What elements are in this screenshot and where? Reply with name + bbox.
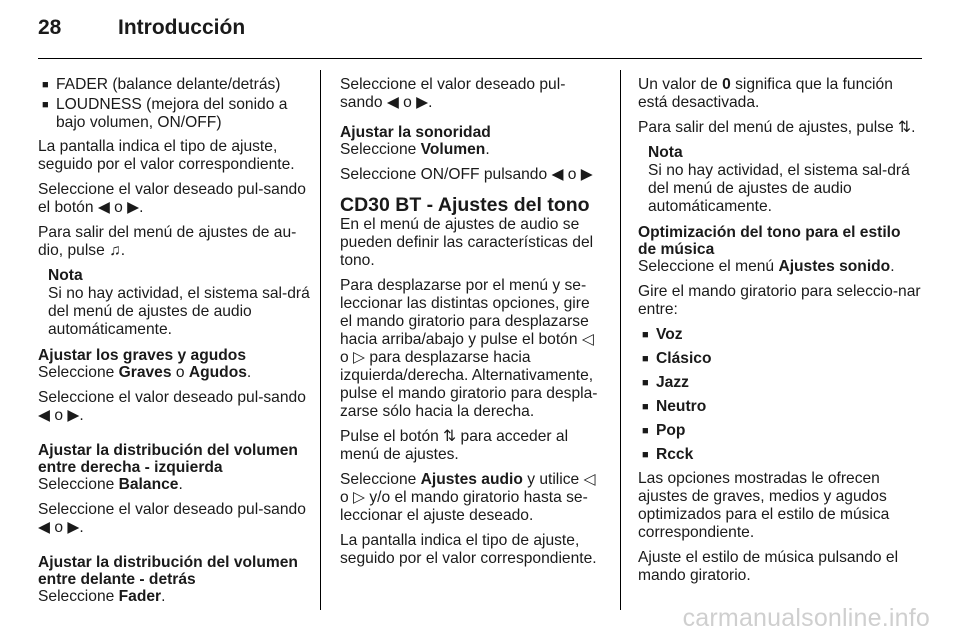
section-heading: CD30 BT - Ajustes del tono [340, 194, 590, 216]
paragraph: Seleccione ON/OFF pulsando ◀ o ▶ [340, 166, 593, 183]
paragraph: Pulse el botón ⇅ para acceder al menú de ajustes. [340, 428, 569, 463]
subheading: Ajustar los graves y agudos [38, 347, 246, 364]
paragraph: Para salir del menú de ajustes de au-dio, pulse ♫. [38, 224, 297, 259]
paragraph: Seleccione el valor deseado pul-sando el botón ◀ o ▶. [38, 181, 306, 216]
note-title: Nota [48, 267, 83, 284]
note-text: Si no hay actividad, el sistema sal-drá del menú de ajustes de audio automáticamente. [48, 285, 310, 338]
header-rule [38, 58, 922, 59]
paragraph: Un valor de 0 significa que la función está desactivada. [638, 76, 893, 111]
option-item: ■ Voz [638, 326, 922, 344]
paragraph: Ajuste el estilo de música pulsando el mando giratorio. [638, 549, 899, 584]
subheading: Ajustar la distribución del volumen entre delante - detrás [38, 554, 298, 588]
paragraph: La pantalla indica el tipo de ajuste, seguido por el valor correspondiente. [340, 532, 597, 567]
paragraph: Para salir del menú de ajustes, pulse ⇅. [638, 119, 916, 136]
column-divider-1 [320, 70, 321, 610]
subheading: Ajustar la distribución del volumen entre derecha - izquierda [38, 442, 298, 476]
bullet-marker: ■ [42, 79, 49, 91]
column-3 [638, 76, 922, 592]
bullet-marker: ■ [642, 425, 649, 437]
bullet-item: ■ FADER (balance delante/detrás) [38, 76, 310, 94]
paragraph: En el menú de ajustes de audio se pueden definir las características del tono. [340, 216, 594, 269]
paragraph: Seleccione Balance. [38, 476, 183, 493]
paragraph: Seleccione el valor deseado pul-sando ◀ o ▶. [340, 76, 566, 111]
bullet-item: ■ LOUDNESS (mejora del sonido a bajo volumen, ON/OFF) [38, 96, 310, 132]
bullet-marker: ■ [642, 353, 649, 365]
page-header [38, 16, 245, 50]
column-divider-2 [620, 70, 621, 610]
column-2 [340, 76, 606, 575]
paragraph: La pantalla indica el tipo de ajuste, seguido por el valor correspondiente. [38, 138, 295, 173]
paragraph: Seleccione Ajustes audio y utilice ◁ o ▷ y/o el mando giratorio hasta se-leccionar el ajuste deseado. [340, 471, 596, 524]
bullet-marker: ■ [42, 99, 49, 111]
option-item: ■ Jazz [638, 374, 922, 392]
paragraph: Seleccione el menú Ajustes sonido. [638, 258, 895, 275]
bullet-marker: ■ [642, 329, 649, 341]
option-item: ■ Clásico [638, 350, 922, 368]
paragraph: Las opciones mostradas le ofrecen ajustes de graves, medios y agudos optimizados para el estilo de música correspondiente. [638, 470, 890, 541]
option-item: ■ Rcck [638, 446, 922, 464]
bullet-marker: ■ [642, 377, 649, 389]
paragraph: Seleccione Volumen. [340, 141, 490, 158]
bullet-marker: ■ [642, 449, 649, 461]
paragraph: Seleccione el valor deseado pul-sando ◀ o ▶. [38, 501, 306, 536]
subheading: Optimización del tono para el estilo de música [638, 224, 901, 258]
option-item: ■ Neutro [638, 398, 922, 416]
note-text: Si no hay actividad, el sistema sal-drá del menú de ajustes de audio automáticamente. [648, 162, 910, 215]
column-1 [38, 76, 310, 613]
paragraph: Seleccione Fader. [38, 588, 166, 605]
bullet-marker: ■ [642, 401, 649, 413]
section-title: Introducción [118, 16, 246, 39]
note-box [638, 144, 922, 216]
note-title: Nota [648, 144, 683, 161]
watermark: carmanualsonline.info [682, 604, 930, 632]
note-box [38, 267, 310, 339]
paragraph: Seleccione el valor deseado pul-sando ◀ o ▶. [38, 389, 306, 424]
paragraph: Para desplazarse por el menú y se-leccionar las distintas opciones, gire el mando giratorio para desplazarse hacia arriba/abajo y pulse el botón ◁ o ▷ para desplazarse hacia izquierda/derecha. Alternativamente, pulse el mando giratorio para despla-zarse sólo hacia la derecha. [340, 277, 598, 420]
paragraph: Seleccione Graves o Agudos. [38, 364, 252, 381]
page-number: 28 [38, 16, 62, 39]
paragraph: Gire el mando giratorio para seleccio-nar entre: [638, 283, 921, 318]
option-item: ■ Pop [638, 422, 922, 440]
subheading: Ajustar la sonoridad [340, 124, 491, 141]
